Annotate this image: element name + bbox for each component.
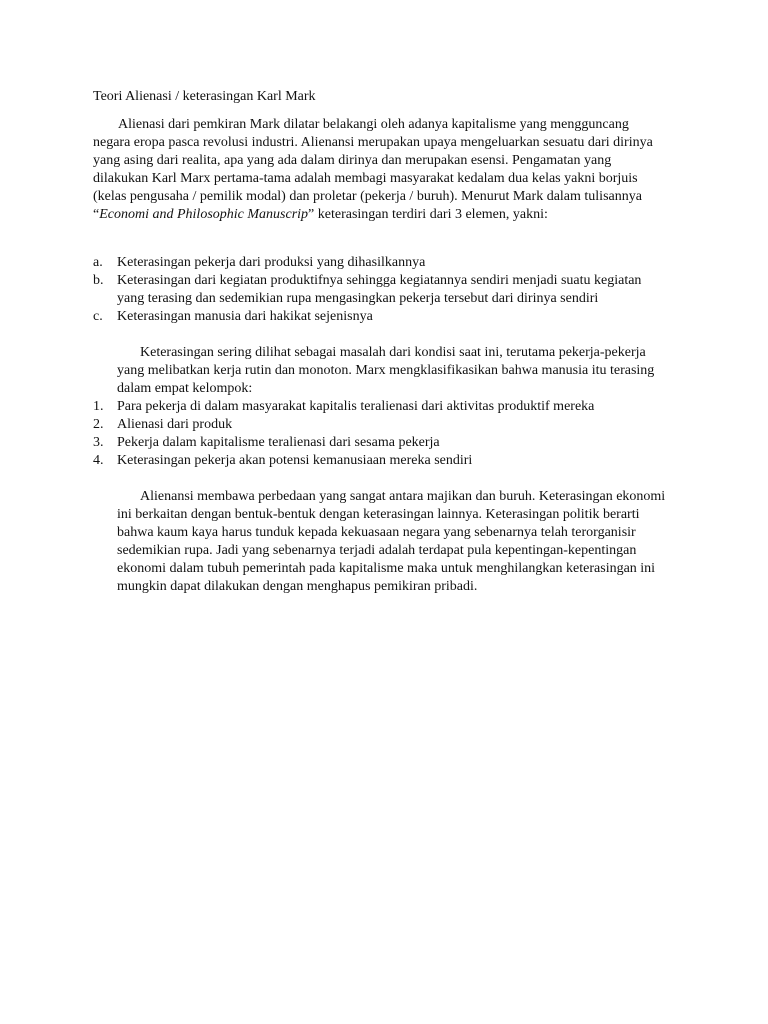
list-marker: a. <box>93 255 103 270</box>
list-item <box>0 308 657 326</box>
list-marker: b. <box>93 273 104 288</box>
intro-text-after-quote: ” keterasingan terdiri dari 3 elemen, yakni: <box>308 207 548 222</box>
intro-quote-title: Economi and Philosophic Manuscrip <box>99 207 309 222</box>
list-item-text: Alienasi dari produk <box>117 417 233 432</box>
list-marker: 3. <box>93 435 104 450</box>
list-item <box>0 434 657 452</box>
list-item-text: Para pekerja di dalam masyarakat kapitalis teralienasi dari aktivitas produktif mereka <box>117 399 595 414</box>
intro-text-before-quote: Alienasi dari pemkiran Mark dilatar belakangi oleh adanya kapitalisme yang mengguncang negara eropa pasca revolusi industri. Alienansi merupakan upaya mengeluarkan sesuatu dari dirinya yang asing dari realita, apa yang ada dalam dirinya dan merupakan esensi. Pengamatan yang dilakukan Karl Marx pertama-tama adalah membagi masyarakat kedalam dua kelas yakni borjuis (kelas pengusaha / pemilik modal) dan proletar (pekerja / buruh). Menurut Mark dalam tulisannya “ <box>93 117 653 222</box>
closing-paragraph-text: Alienansi membawa perbedaan yang sangat antara majikan dan buruh. Keterasingan ekonomi ini berkaitan dengan bentuk-bentuk dengan keterasingan lainnya. Keterasingan politik berarti bahwa kaum kaya harus tunduk kepada kekuasaan negara yang sebenarnya telah terorganisir sedemikian rupa. Jadi yang sebenarnya terjadi adalah terdapat pula kepentingan-kepentingan ekonomi dalam tubuh pemerintah pada kapitalisme maka untuk menghilangkan keterasingan ini mungkin dapat dilakukan dengan menghapus pemikiran pribadi. <box>117 489 666 594</box>
list-item-text: Keterasingan pekerja dari produksi yang dihasilkannya <box>117 255 426 270</box>
list-item <box>0 416 657 434</box>
list-item <box>0 398 657 416</box>
list-marker: 4. <box>93 453 104 468</box>
list-marker: 2. <box>93 417 104 432</box>
list-item-text: Keterasingan dari kegiatan produktifnya sehingga kegiatannya sendiri menjadi suatu kegiatan yang terasing dan sedemikian rupa mengasingkan pekerja tersebut dari dirinya sendiri <box>117 273 642 306</box>
numbered-list <box>0 398 657 470</box>
list-marker: c. <box>93 309 103 324</box>
intro-paragraph <box>93 116 663 224</box>
list-item-text: Keterasingan manusia dari hakikat sejenisnya <box>117 309 373 324</box>
list-item <box>0 452 657 470</box>
sub-paragraph-text: Keterasingan sering dilihat sebagai masalah dari kondisi saat ini, terutama pekerja-pekerja yang melibatkan kerja rutin dan monoton. Marx mengklasifikasikan bahwa manusia itu terasing dalam empat kelompok: <box>117 345 655 396</box>
list-item <box>0 254 657 272</box>
closing-paragraph <box>117 488 677 596</box>
alpha-list <box>0 254 657 326</box>
document-title: Teori Alienasi / keterasingan Karl Mark <box>93 89 316 104</box>
list-item <box>0 272 657 308</box>
sub-paragraph <box>117 344 662 398</box>
list-marker: 1. <box>93 399 104 414</box>
list-item-text: Pekerja dalam kapitalisme teralienasi dari sesama pekerja <box>117 435 440 450</box>
list-item-text: Keterasingan pekerja akan potensi kemanusiaan mereka sendiri <box>117 453 473 468</box>
